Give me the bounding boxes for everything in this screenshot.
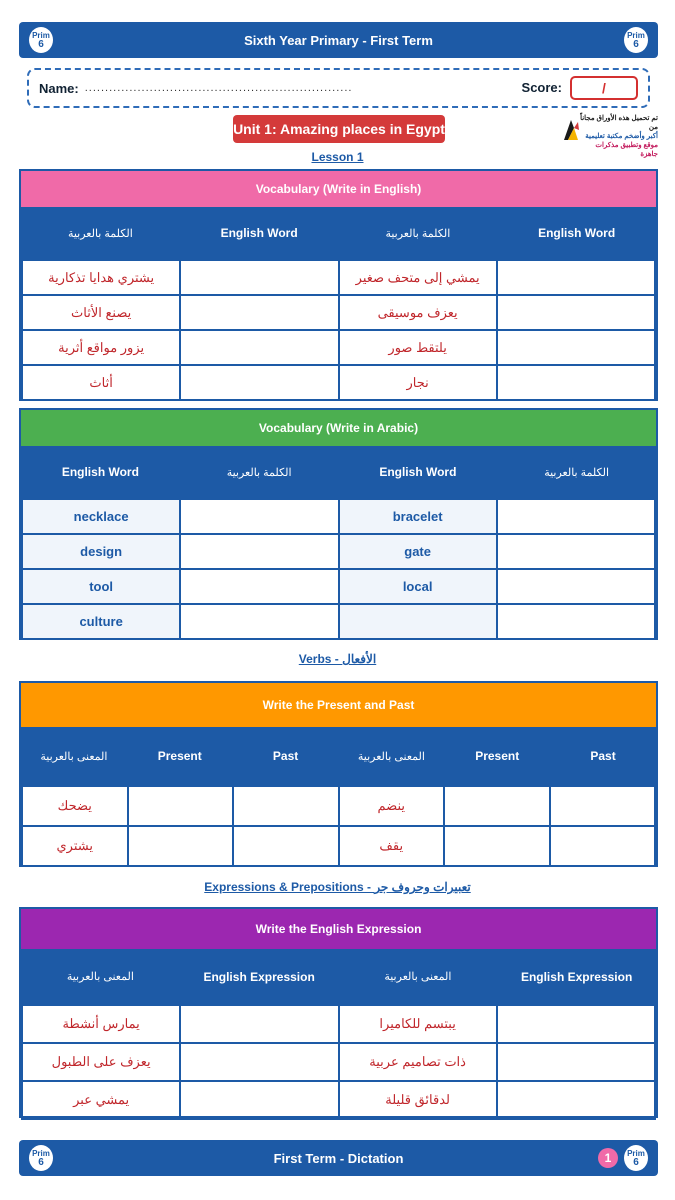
vocab-english-section (19, 169, 658, 401)
table-row: يضحك ينضم (22, 786, 655, 826)
table-row: يمارس أنشطة يبتسم للكاميرا (22, 1005, 655, 1043)
grade-badge-left: Prim 6 (29, 27, 53, 53)
answer-cell[interactable] (497, 604, 655, 639)
verbs-heading: Verbs - الأفعال (298, 652, 377, 666)
expressions-table (21, 1004, 656, 1120)
header-bar (19, 22, 658, 58)
answer-cell[interactable] (180, 1005, 338, 1043)
expressions-header: المعنى بالعربية English Expression المعنى بالعربية English Expression (21, 949, 656, 1004)
answer-cell[interactable] (180, 365, 338, 400)
expressions-section (19, 907, 658, 1118)
past-cell[interactable] (233, 826, 339, 866)
answer-cell[interactable] (497, 295, 655, 330)
grade-badge-footer-right: Prim 6 (624, 1145, 648, 1171)
table-row: يزور مواقع أثرية يلتقط صور (22, 330, 655, 365)
answer-cell[interactable] (180, 534, 338, 569)
vocab-arabic-header: English Word الكلمة بالعربية English Word الكلمة بالعربية (21, 446, 656, 498)
past-cell[interactable] (550, 786, 656, 826)
present-cell[interactable] (128, 826, 234, 866)
grade-badge-footer-left: Prim 6 (29, 1145, 53, 1171)
verbs-table (21, 785, 656, 867)
vocab-english-table (21, 259, 656, 401)
verbs-header: المعنى بالعربية Present Past المعنى بالعربية Present Past (21, 727, 656, 785)
answer-cell[interactable] (497, 499, 655, 534)
footer-title: First Term - Dictation (273, 1150, 404, 1166)
score-label: Score: (521, 80, 562, 95)
expressions-heading: Expressions & Prepositions - تعبيرات وحروف جر (204, 880, 471, 894)
answer-cell[interactable] (497, 1005, 655, 1043)
table-row: necklace bracelet (22, 499, 655, 534)
answer-cell[interactable] (497, 1043, 655, 1081)
publisher-logo: تم تحميل هذه الأوراق مجاناً من أكبر وأضخم مكتبة تعليمية موقع وتطبيق مذكرات جاهزة (562, 114, 658, 146)
table-row: design gate (22, 534, 655, 569)
page-number: 1 (598, 1148, 618, 1168)
grade-badge-right: Prim 6 (624, 27, 648, 53)
past-cell[interactable] (550, 826, 656, 866)
table-row: يصنع الأثاث يعزف موسيقى (22, 295, 655, 330)
expressions-title: Write the English Expression (21, 909, 656, 949)
verbs-title: Write the Present and Past (21, 683, 656, 727)
answer-cell[interactable] (497, 569, 655, 604)
answer-cell[interactable] (180, 295, 338, 330)
table-row: tool local (22, 569, 655, 604)
vocab-arabic-section (19, 408, 658, 640)
score-field[interactable]: / (570, 76, 638, 100)
answer-cell[interactable] (180, 1081, 338, 1119)
logo-icon (562, 118, 580, 142)
answer-cell[interactable] (180, 330, 338, 365)
vocab-english-header: الكلمة بالعربية English Word الكلمة بالعربية English Word (21, 207, 656, 259)
answer-cell[interactable] (497, 330, 655, 365)
table-row: يمشي عبر لدقائق قليلة (22, 1081, 655, 1119)
answer-cell[interactable] (180, 569, 338, 604)
vocab-english-title: Vocabulary (Write in English) (21, 171, 656, 207)
answer-cell[interactable] (497, 260, 655, 295)
answer-cell[interactable] (180, 604, 338, 639)
table-row: أثاث نجار (22, 365, 655, 400)
footer-bar (19, 1140, 658, 1176)
table-row: يعزف على الطبول ذات تصاميم عربية (22, 1043, 655, 1081)
answer-cell[interactable] (180, 499, 338, 534)
present-cell[interactable] (444, 826, 550, 866)
answer-cell[interactable] (497, 1081, 655, 1119)
answer-cell[interactable] (180, 260, 338, 295)
name-label: Name: (39, 80, 79, 96)
header-title: Sixth Year Primary - First Term (244, 32, 433, 48)
table-row: يشتري يقف (22, 826, 655, 866)
vocab-arabic-title: Vocabulary (Write in Arabic) (21, 410, 656, 446)
answer-cell[interactable] (180, 1043, 338, 1081)
lesson-title: Lesson 1 (311, 150, 364, 164)
unit-title: Unit 1: Amazing places in Egypt (233, 115, 445, 143)
vocab-arabic-table (21, 498, 656, 640)
table-row: يشتري هدايا تذكارية يمشي إلى متحف صغير (22, 260, 655, 295)
student-info-box (27, 68, 650, 108)
answer-cell[interactable] (497, 365, 655, 400)
answer-cell[interactable] (497, 534, 655, 569)
name-field[interactable]: .................................................................. (84, 82, 353, 94)
table-row: culture (22, 604, 655, 639)
present-cell[interactable] (128, 786, 234, 826)
present-cell[interactable] (444, 786, 550, 826)
verbs-section (19, 681, 658, 867)
past-cell[interactable] (233, 786, 339, 826)
